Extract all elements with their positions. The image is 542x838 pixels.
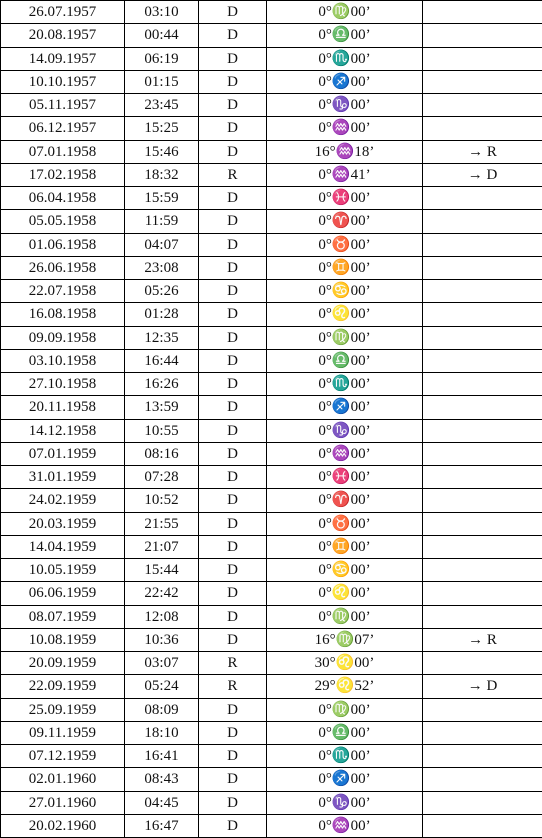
date-cell: 08.07.1959 xyxy=(1,605,125,628)
motion-cell: D xyxy=(199,442,267,465)
table-row xyxy=(1,24,542,47)
motion-cell: D xyxy=(199,559,267,582)
position-cell: 0°♋00’ xyxy=(267,280,423,303)
motion-cell: R xyxy=(199,652,267,675)
motion-cell: D xyxy=(199,187,267,210)
date-cell: 17.02.1958 xyxy=(1,163,125,186)
time-cell: 12:35 xyxy=(125,326,199,349)
motion-cell: D xyxy=(199,489,267,512)
position-cell: 0°♓00’ xyxy=(267,466,423,489)
position-cell: 16°♒18’ xyxy=(267,140,423,163)
motion-cell: D xyxy=(199,280,267,303)
motion-cell: D xyxy=(199,814,267,837)
table-row xyxy=(1,582,542,605)
motion-cell: D xyxy=(199,535,267,558)
time-cell: 10:36 xyxy=(125,628,199,651)
motion-cell: D xyxy=(199,419,267,442)
motion-cell: D xyxy=(199,698,267,721)
table-row xyxy=(1,466,542,489)
motion-cell: D xyxy=(199,396,267,419)
station-cell xyxy=(423,117,542,140)
table-row xyxy=(1,791,542,814)
motion-cell: D xyxy=(199,349,267,372)
station-cell xyxy=(423,442,542,465)
station-cell xyxy=(423,233,542,256)
table-row xyxy=(1,326,542,349)
station-cell xyxy=(423,256,542,279)
position-cell: 0°♍00’ xyxy=(267,326,423,349)
date-cell: 06.04.1958 xyxy=(1,187,125,210)
station-cell xyxy=(423,698,542,721)
motion-cell: D xyxy=(199,140,267,163)
motion-cell: D xyxy=(199,1,267,24)
time-cell: 15:25 xyxy=(125,117,199,140)
motion-cell: D xyxy=(199,303,267,326)
position-cell: 0°♈00’ xyxy=(267,489,423,512)
position-cell: 0°♋00’ xyxy=(267,559,423,582)
station-cell xyxy=(423,396,542,419)
position-cell: 0°♐00’ xyxy=(267,70,423,93)
station-cell xyxy=(423,559,542,582)
date-cell: 14.04.1959 xyxy=(1,535,125,558)
motion-cell: D xyxy=(199,70,267,93)
time-cell: 15:44 xyxy=(125,559,199,582)
station-cell xyxy=(423,373,542,396)
date-cell: 05.05.1958 xyxy=(1,210,125,233)
table-row xyxy=(1,814,542,837)
time-cell: 10:55 xyxy=(125,419,199,442)
position-cell: 0°♐00’ xyxy=(267,768,423,791)
time-cell: 05:24 xyxy=(125,675,199,698)
position-cell: 0°♍00’ xyxy=(267,1,423,24)
time-cell: 01:28 xyxy=(125,303,199,326)
table-row xyxy=(1,187,542,210)
position-cell: 0°♑00’ xyxy=(267,419,423,442)
motion-cell: D xyxy=(199,373,267,396)
station-cell: → R xyxy=(423,140,542,163)
time-cell: 23:45 xyxy=(125,94,199,117)
time-cell: 18:10 xyxy=(125,721,199,744)
table-row xyxy=(1,373,542,396)
position-cell: 0°♌00’ xyxy=(267,303,423,326)
position-cell: 0°♒00’ xyxy=(267,814,423,837)
table-row xyxy=(1,605,542,628)
motion-cell: D xyxy=(199,210,267,233)
position-cell: 0°♑00’ xyxy=(267,94,423,117)
table-row xyxy=(1,256,542,279)
motion-cell: D xyxy=(199,628,267,651)
position-cell: 0°♉00’ xyxy=(267,233,423,256)
time-cell: 04:07 xyxy=(125,233,199,256)
date-cell: 06.06.1959 xyxy=(1,582,125,605)
table-row xyxy=(1,419,542,442)
date-cell: 07.01.1958 xyxy=(1,140,125,163)
station-cell xyxy=(423,791,542,814)
position-cell: 0°♈00’ xyxy=(267,210,423,233)
motion-cell: D xyxy=(199,94,267,117)
motion-cell: D xyxy=(199,117,267,140)
time-cell: 08:43 xyxy=(125,768,199,791)
time-cell: 10:52 xyxy=(125,489,199,512)
time-cell: 13:59 xyxy=(125,396,199,419)
station-cell: → D xyxy=(423,163,542,186)
date-cell: 14.09.1957 xyxy=(1,47,125,70)
station-cell: → R xyxy=(423,628,542,651)
motion-cell: D xyxy=(199,24,267,47)
table-row xyxy=(1,117,542,140)
time-cell: 15:59 xyxy=(125,187,199,210)
time-cell: 07:28 xyxy=(125,466,199,489)
table-row xyxy=(1,721,542,744)
position-cell: 0°♊00’ xyxy=(267,256,423,279)
table-row xyxy=(1,512,542,535)
station-cell xyxy=(423,326,542,349)
position-cell: 0°♒00’ xyxy=(267,442,423,465)
table-row xyxy=(1,698,542,721)
station-cell xyxy=(423,745,542,768)
station-cell xyxy=(423,349,542,372)
table-row xyxy=(1,1,542,24)
motion-cell: R xyxy=(199,163,267,186)
date-cell: 10.08.1959 xyxy=(1,628,125,651)
date-cell: 05.11.1957 xyxy=(1,94,125,117)
table-row xyxy=(1,349,542,372)
date-cell: 02.01.1960 xyxy=(1,768,125,791)
date-cell: 20.08.1957 xyxy=(1,24,125,47)
position-cell: 0°♎00’ xyxy=(267,349,423,372)
time-cell: 22:42 xyxy=(125,582,199,605)
station-cell xyxy=(423,768,542,791)
position-cell: 0°♊00’ xyxy=(267,535,423,558)
ephemeris-table-body xyxy=(1,1,542,838)
time-cell: 16:41 xyxy=(125,745,199,768)
position-cell: 0°♍00’ xyxy=(267,605,423,628)
motion-cell: D xyxy=(199,768,267,791)
time-cell: 11:59 xyxy=(125,210,199,233)
time-cell: 04:45 xyxy=(125,791,199,814)
position-cell: 0°♎00’ xyxy=(267,24,423,47)
date-cell: 10.05.1959 xyxy=(1,559,125,582)
station-cell xyxy=(423,489,542,512)
time-cell: 12:08 xyxy=(125,605,199,628)
table-row xyxy=(1,652,542,675)
time-cell: 15:46 xyxy=(125,140,199,163)
station-cell xyxy=(423,466,542,489)
date-cell: 09.11.1959 xyxy=(1,721,125,744)
date-cell: 07.12.1959 xyxy=(1,745,125,768)
position-cell: 0°♎00’ xyxy=(267,721,423,744)
date-cell: 16.08.1958 xyxy=(1,303,125,326)
station-cell xyxy=(423,582,542,605)
position-cell: 0°♓00’ xyxy=(267,187,423,210)
position-cell: 30°♌00’ xyxy=(267,652,423,675)
date-cell: 07.01.1959 xyxy=(1,442,125,465)
table-row xyxy=(1,559,542,582)
time-cell: 16:26 xyxy=(125,373,199,396)
table-row xyxy=(1,303,542,326)
date-cell: 22.07.1958 xyxy=(1,280,125,303)
motion-cell: D xyxy=(199,47,267,70)
table-row xyxy=(1,535,542,558)
motion-cell: D xyxy=(199,791,267,814)
position-cell: 0°♍00’ xyxy=(267,698,423,721)
date-cell: 20.11.1958 xyxy=(1,396,125,419)
time-cell: 18:32 xyxy=(125,163,199,186)
position-cell: 0°♑00’ xyxy=(267,791,423,814)
table-row xyxy=(1,210,542,233)
date-cell: 09.09.1958 xyxy=(1,326,125,349)
time-cell: 08:16 xyxy=(125,442,199,465)
position-cell: 0°♒00’ xyxy=(267,117,423,140)
table-row xyxy=(1,140,542,163)
time-cell: 06:19 xyxy=(125,47,199,70)
table-row xyxy=(1,675,542,698)
station-cell xyxy=(423,94,542,117)
motion-cell: D xyxy=(199,582,267,605)
position-cell: 0°♉00’ xyxy=(267,512,423,535)
table-row xyxy=(1,442,542,465)
time-cell: 21:55 xyxy=(125,512,199,535)
motion-cell: D xyxy=(199,605,267,628)
date-cell: 14.12.1958 xyxy=(1,419,125,442)
date-cell: 20.09.1959 xyxy=(1,652,125,675)
station-cell: → D xyxy=(423,675,542,698)
time-cell: 21:07 xyxy=(125,535,199,558)
time-cell: 08:09 xyxy=(125,698,199,721)
station-cell xyxy=(423,512,542,535)
date-cell: 25.09.1959 xyxy=(1,698,125,721)
station-cell xyxy=(423,210,542,233)
position-cell: 0°♏00’ xyxy=(267,745,423,768)
motion-cell: D xyxy=(199,256,267,279)
table-row xyxy=(1,233,542,256)
date-cell: 10.10.1957 xyxy=(1,70,125,93)
table-row xyxy=(1,489,542,512)
time-cell: 16:47 xyxy=(125,814,199,837)
station-cell xyxy=(423,70,542,93)
position-cell: 0°♏00’ xyxy=(267,373,423,396)
time-cell: 00:44 xyxy=(125,24,199,47)
position-cell: 29°♌52’ xyxy=(267,675,423,698)
position-cell: 0°♒41’ xyxy=(267,163,423,186)
station-cell xyxy=(423,47,542,70)
position-cell: 0°♏00’ xyxy=(267,47,423,70)
station-cell xyxy=(423,535,542,558)
station-cell xyxy=(423,605,542,628)
date-cell: 26.06.1958 xyxy=(1,256,125,279)
time-cell: 16:44 xyxy=(125,349,199,372)
date-cell: 31.01.1959 xyxy=(1,466,125,489)
motion-cell: D xyxy=(199,466,267,489)
station-cell xyxy=(423,814,542,837)
time-cell: 05:26 xyxy=(125,280,199,303)
table-row xyxy=(1,47,542,70)
table-row xyxy=(1,628,542,651)
motion-cell: D xyxy=(199,512,267,535)
table-row xyxy=(1,280,542,303)
position-cell: 0°♐00’ xyxy=(267,396,423,419)
date-cell: 26.07.1957 xyxy=(1,1,125,24)
date-cell: 20.03.1959 xyxy=(1,512,125,535)
table-row xyxy=(1,70,542,93)
time-cell: 23:08 xyxy=(125,256,199,279)
motion-cell: D xyxy=(199,326,267,349)
position-cell: 16°♍07’ xyxy=(267,628,423,651)
motion-cell: D xyxy=(199,721,267,744)
station-cell xyxy=(423,1,542,24)
table-row xyxy=(1,396,542,419)
table-row xyxy=(1,163,542,186)
motion-cell: D xyxy=(199,233,267,256)
motion-cell: D xyxy=(199,745,267,768)
date-cell: 01.06.1958 xyxy=(1,233,125,256)
motion-cell: R xyxy=(199,675,267,698)
time-cell: 03:07 xyxy=(125,652,199,675)
date-cell: 06.12.1957 xyxy=(1,117,125,140)
station-cell xyxy=(423,652,542,675)
station-cell xyxy=(423,24,542,47)
position-cell: 0°♌00’ xyxy=(267,582,423,605)
table-row xyxy=(1,745,542,768)
station-cell xyxy=(423,721,542,744)
date-cell: 24.02.1959 xyxy=(1,489,125,512)
station-cell xyxy=(423,419,542,442)
station-cell xyxy=(423,303,542,326)
date-cell: 27.10.1958 xyxy=(1,373,125,396)
station-cell xyxy=(423,187,542,210)
date-cell: 20.02.1960 xyxy=(1,814,125,837)
table-row xyxy=(1,768,542,791)
date-cell: 27.01.1960 xyxy=(1,791,125,814)
station-cell xyxy=(423,280,542,303)
time-cell: 03:10 xyxy=(125,1,199,24)
date-cell: 03.10.1958 xyxy=(1,349,125,372)
table-row xyxy=(1,94,542,117)
date-cell: 22.09.1959 xyxy=(1,675,125,698)
time-cell: 01:15 xyxy=(125,70,199,93)
